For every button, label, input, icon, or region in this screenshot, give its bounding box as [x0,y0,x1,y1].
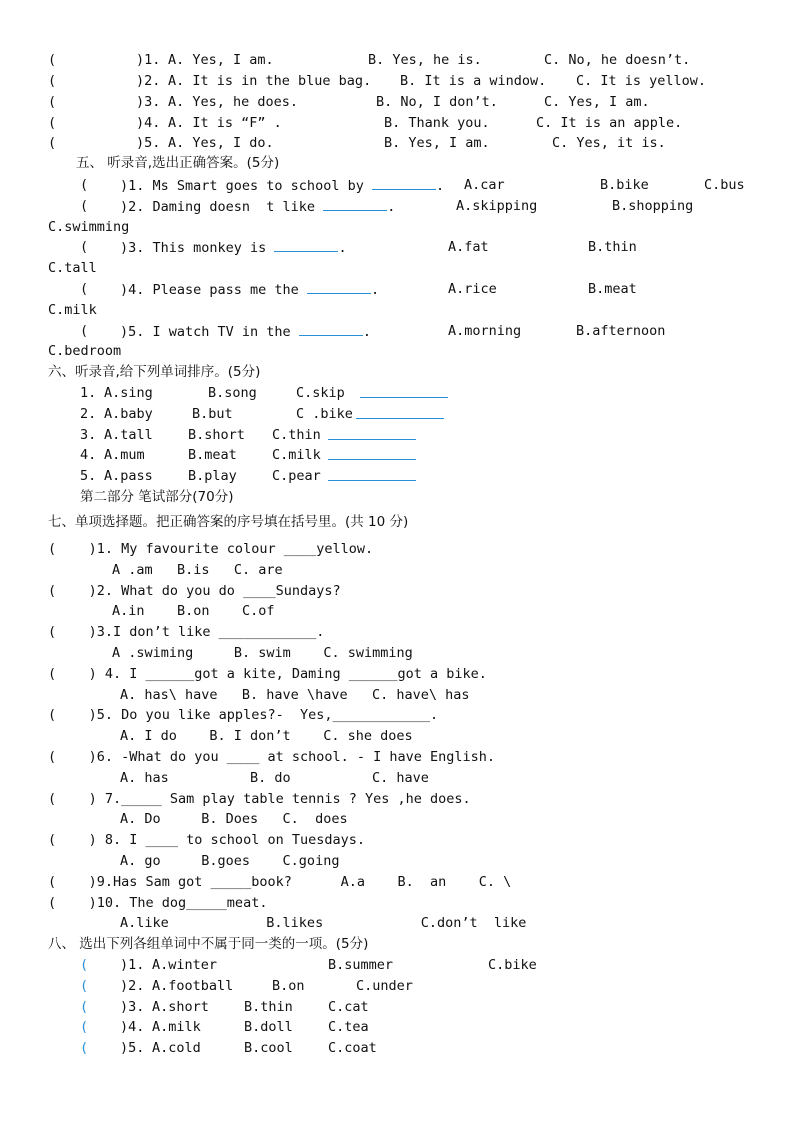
option-b: B.on [272,978,305,994]
s7-options-3: A .swiming B. swim C. swimming [112,645,413,661]
option-c: C.bedroom [48,343,122,359]
s7-question-9: ( )9.Has Sam got _____book? A.a B. an C. \ [48,874,512,890]
option-c: C.skip [296,385,345,401]
option-c: C .bike [296,406,353,422]
answer-blank[interactable] [328,427,416,440]
option-a: A.morning [448,323,522,339]
option-c: C.bike [488,957,537,973]
option-b: B. Yes, he is. [368,52,482,68]
s7-options-4: A. has\ have B. have \have C. have\ has [120,687,470,703]
question-text: )4. Please pass me the . [120,282,380,298]
question-number: )2. [136,73,161,89]
option-c: C. No, he doesn’t. [544,52,691,68]
answer-blank[interactable] [307,281,371,294]
question-number: )4. [136,115,161,131]
s7-options-7: A. Do B. Does C. does [120,811,348,827]
option-a: A. It is in the blue bag. [168,73,372,89]
answer-paren[interactable]: ( [48,73,57,89]
option-a: A.mum [104,447,145,463]
option-b: B. Thank you. [384,115,490,131]
answer-blank[interactable] [356,406,444,419]
option-a: A.baby [104,406,153,422]
item-number: )2. [120,978,145,994]
option-c: C. Yes, it is. [552,135,666,151]
s7-options-8: A. go B.goes C.going [120,853,340,869]
s7-question-8: ( ) 8. I ____ to school on Tuesdays. [48,832,365,848]
option-c: C.swimming [48,219,130,235]
question-text: )2. Daming doesn t like . [120,199,396,215]
question-text: )5. I watch TV in the . [120,324,371,340]
option-b: B.afternoon [576,323,666,339]
answer-blank[interactable] [274,239,338,252]
answer-paren[interactable]: ( [80,177,89,193]
option-b: B.meat [588,281,637,297]
option-a: A.pass [104,468,153,484]
option-a: A. Yes, I am. [168,52,274,68]
option-a: A.football [152,978,234,994]
answer-paren[interactable]: ( [80,1040,89,1056]
option-b: B.meat [188,447,237,463]
option-c: C.milk [272,447,321,463]
answer-paren[interactable]: ( [80,999,89,1015]
option-a: A. It is “F” . [168,115,282,131]
option-c: C.tall [48,260,97,276]
option-c: C.bus [704,177,745,193]
option-a: A. Yes, he does. [168,94,299,110]
option-b: B. No, I don’t. [376,94,498,110]
question-number: )5. [136,135,161,151]
item-number: )5. [120,1040,145,1056]
s7-options-1: A .am B.is C. are [112,562,283,578]
option-c: C. It is yellow. [576,73,707,89]
answer-blank[interactable] [323,198,387,211]
answer-paren[interactable]: ( [48,115,57,131]
s7-question-7: ( ) 7._____ Sam play table tennis ? Yes ,he does. [48,791,471,807]
question-number: )3. [136,94,161,110]
option-a: A.milk [152,1019,201,1035]
option-b: B. Yes, I am. [384,135,490,151]
s7-question-10: ( )10. The dog_____meat. [48,895,268,911]
option-a: A.car [464,177,505,193]
option-c: C. It is an apple. [536,115,683,131]
item-number: )3. [120,999,145,1015]
option-c: C.pear [272,468,321,484]
option-b: B.thin [244,999,293,1015]
option-b: B.short [188,427,245,443]
option-c: C.under [356,978,413,994]
option-b: B.thin [588,239,637,255]
answer-paren[interactable]: ( [48,52,57,68]
s7-question-3: ( )3.I don’t like ____________. [48,624,325,640]
option-b: B.cool [244,1040,293,1056]
section-5-title: 五、 听录音,选出正确答案。(5分) [76,155,280,171]
answer-paren[interactable]: ( [48,135,57,151]
answer-paren[interactable]: ( [80,323,89,339]
answer-paren[interactable]: ( [48,94,57,110]
item-number: )1. [120,957,145,973]
s7-question-4: ( ) 4. I ______got a kite, Daming ______got a bike. [48,666,487,682]
s7-question-1: ( )1. My favourite colour ____yellow. [48,541,374,557]
answer-paren[interactable]: ( [80,1019,89,1035]
question-text: )3. This monkey is . [120,240,347,256]
option-a: A. Yes, I do. [168,135,274,151]
option-a: A.short [152,999,209,1015]
answer-paren[interactable]: ( [80,198,89,214]
answer-paren[interactable]: ( [80,978,89,994]
item-number: 3. [80,427,97,443]
option-b: B.summer [328,957,394,973]
option-a: A.rice [448,281,497,297]
s7-options-2: A.in B.on C.of [112,603,275,619]
option-a: A.winter [152,957,218,973]
option-a: A.tall [104,427,153,443]
answer-blank[interactable] [328,468,416,481]
answer-blank[interactable] [299,323,363,336]
s7-options-5: A. I do B. I don’t C. she does [120,728,413,744]
item-number: 2. [80,406,97,422]
question-number: )1. [136,52,161,68]
item-number: 4. [80,447,97,463]
section-8-title: 八、 选出下列各组单词中不属于同一类的一项。(5分) [48,936,369,952]
answer-blank[interactable] [328,447,416,460]
item-number: )4. [120,1019,145,1035]
s7-question-2: ( )2. What do you do ____Sundays? [48,583,341,599]
option-b: B.doll [244,1019,293,1035]
s7-options-10: A.like B.likes C.don’t like [120,915,527,931]
option-c: C.cat [328,999,369,1015]
answer-paren[interactable]: ( [80,239,89,255]
option-a: A.cold [152,1040,201,1056]
option-c: C.tea [328,1019,369,1035]
option-c: C.milk [48,302,97,318]
answer-paren[interactable]: ( [80,281,89,297]
section-6-title: 六、听录音,给下列单词排序。(5分) [48,364,261,380]
answer-blank[interactable] [372,177,436,190]
s7-options-6: A. has B. do C. have [120,770,429,786]
answer-paren[interactable]: ( [80,957,89,973]
question-text: )1. Ms Smart goes to school by . [120,178,445,194]
option-b: B. It is a window. [400,73,547,89]
s7-question-6: ( )6. -What do you ____ at school. - I have English. [48,749,496,765]
option-a: A.sing [104,385,153,401]
part-2-title: 第二部分 笔试部分(70分) [80,489,234,505]
s7-question-5: ( )5. Do you like apples?- Yes,____________. [48,707,439,723]
section-7-title: 七、单项选择题。把正确答案的序号填在括号里。(共 10 分) [48,514,409,530]
option-a: A.fat [448,239,489,255]
option-c: C. Yes, I am. [544,94,650,110]
option-c: C.coat [328,1040,377,1056]
option-c: C.thin [272,427,321,443]
option-b: B.but [192,406,233,422]
option-a: A.skipping [456,198,538,214]
option-b: B.song [208,385,257,401]
option-b: B.shopping [612,198,694,214]
option-b: B.play [188,468,237,484]
option-b: B.bike [600,177,649,193]
answer-blank[interactable] [360,385,448,398]
item-number: 5. [80,468,97,484]
item-number: 1. [80,385,97,401]
